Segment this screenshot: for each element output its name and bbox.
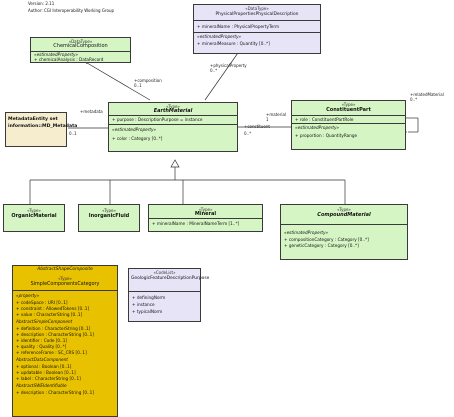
stereotype-label: «DataType»: [68, 39, 93, 44]
class-constituent-part[interactable]: [291, 100, 406, 150]
section-label: «estimatedProperty»: [295, 125, 340, 130]
attribute: + quality : Quality [0..*]: [16, 344, 67, 349]
stereotype-label: «Type»: [166, 104, 180, 109]
enum-literal: + instance: [132, 302, 155, 307]
section-label: «estimatedProperty»: [34, 52, 79, 57]
class-earth-material[interactable]: [108, 102, 238, 152]
stereotype-label: «Type»: [337, 207, 351, 212]
attribute: + codeSpace : URI [0..1]: [16, 300, 68, 305]
attribute: + definition : CharacterString [0..1]: [16, 326, 91, 331]
attribute: + value : CharacterString [0..1]: [16, 312, 83, 317]
section-label: «estimatedProperty»: [284, 230, 329, 235]
attribute: + description : CharacterString [0..1]: [16, 332, 94, 337]
class-name: CompoundMaterial: [317, 212, 371, 218]
attribute: + color : Category [0..*]: [112, 136, 163, 141]
section-label: «estimatedProperty»: [112, 127, 157, 132]
attribute: + description : CharacterString [0..1]: [16, 390, 94, 395]
association-label-physical-property: +physicalProperty 0..*: [210, 63, 247, 73]
class-name: GeologicFeatureDescriptionPurpose: [131, 276, 210, 281]
association-label-composition: +composition 0..1: [134, 78, 162, 88]
stereotype-label: «Type»: [102, 208, 116, 213]
section-label: «estimatedProperty»: [197, 34, 242, 39]
stereotype-label: «Type»: [341, 102, 356, 107]
attribute: + label : CharacterString [0..1]: [16, 376, 81, 381]
class-name: MetadataEntity set information::MD_Metadata: [8, 117, 78, 129]
attribute: + mineralMeasure : Quantity [0..*]: [197, 41, 270, 46]
attribute: + compositionCategory : Category [0..*]: [284, 237, 369, 242]
attribute: + updatable : Boolean [0..1]: [16, 370, 76, 375]
attribute: + purpose : DescriptionPurpose = instance: [112, 117, 203, 122]
enum-literal: + definingNorm: [132, 295, 166, 300]
attribute: + constraint : AllowedTokens [0..1]: [16, 306, 90, 311]
class-mineral[interactable]: [148, 204, 263, 232]
diagram-version: Version: 2.11: [28, 1, 55, 6]
class-name: PhysicalPropertiesPhysicalDescription: [215, 12, 299, 17]
class-name: EarthMaterial: [153, 108, 193, 114]
stereotype-label: «DataType»: [245, 6, 269, 11]
association-label-related-material: +relatedMaterial 0..*: [410, 92, 444, 102]
class-simple-components-category[interactable]: [12, 265, 118, 417]
attribute: + proportion : QuantityRange: [295, 133, 358, 138]
class-physical-properties[interactable]: [193, 4, 321, 54]
attribute: + identifier : Code [0..1]: [16, 338, 68, 343]
attribute: + optional : Boolean [0..1]: [16, 364, 72, 369]
class-chemical-composition[interactable]: [30, 37, 131, 63]
keyword-label: «Type»: [58, 276, 72, 281]
section-label: AbstractSimpleComponent: [16, 319, 73, 324]
stereotype-label: «CodeList»: [153, 270, 176, 275]
diagram-author: Author: CGI Interoperability Working Group: [28, 8, 115, 13]
class-organic-material[interactable]: [3, 204, 65, 232]
stereotype-label: «Type»: [198, 207, 213, 212]
class-name: InorganicFluid: [88, 213, 130, 219]
attribute: + mineralName : MineralNameTerm [1..*]: [152, 221, 240, 226]
class-name: ConstituentPart: [326, 107, 371, 113]
stereotype-label: AbstractShapeComposite: [37, 267, 93, 272]
section-label: «property»: [16, 293, 40, 298]
class-compound-material[interactable]: [280, 204, 408, 260]
stereotype-label: «Type»: [27, 208, 41, 213]
attribute: + geneticCategory : Category [0..*]: [284, 243, 359, 248]
class-name: SimpleComponentsCategory: [30, 282, 100, 287]
class-inorganic-fluid[interactable]: [78, 204, 140, 232]
association-mult-metadata: 0..1: [69, 131, 77, 136]
association-mult-part: 0..*: [244, 131, 252, 136]
association-label-constituent: +constituent: [244, 124, 270, 129]
class-name: ChemicalComposition: [53, 43, 108, 49]
attribute: + role : ConstituentPartRole: [295, 117, 354, 122]
association-label-metadata: +metadata: [80, 109, 103, 114]
class-geologic-feature-description-purpose[interactable]: [128, 268, 210, 322]
enum-literal: + typicalNorm: [132, 309, 163, 314]
section-label: AbstractSWEIdentifiable: [16, 383, 67, 388]
association-label-material: +material 1: [266, 112, 287, 122]
class-name: Mineral: [194, 211, 217, 217]
section-label: AbstractDataComponent: [16, 357, 68, 362]
attribute: + chemicalAnalysis : DataRecord: [34, 57, 104, 62]
attribute: + referenceFrame : SC_CRS [0..1]: [16, 350, 87, 355]
class-name: OrganicMaterial: [11, 213, 57, 219]
attribute: + mineralName : PhysicalPropertyTerm: [197, 24, 280, 29]
